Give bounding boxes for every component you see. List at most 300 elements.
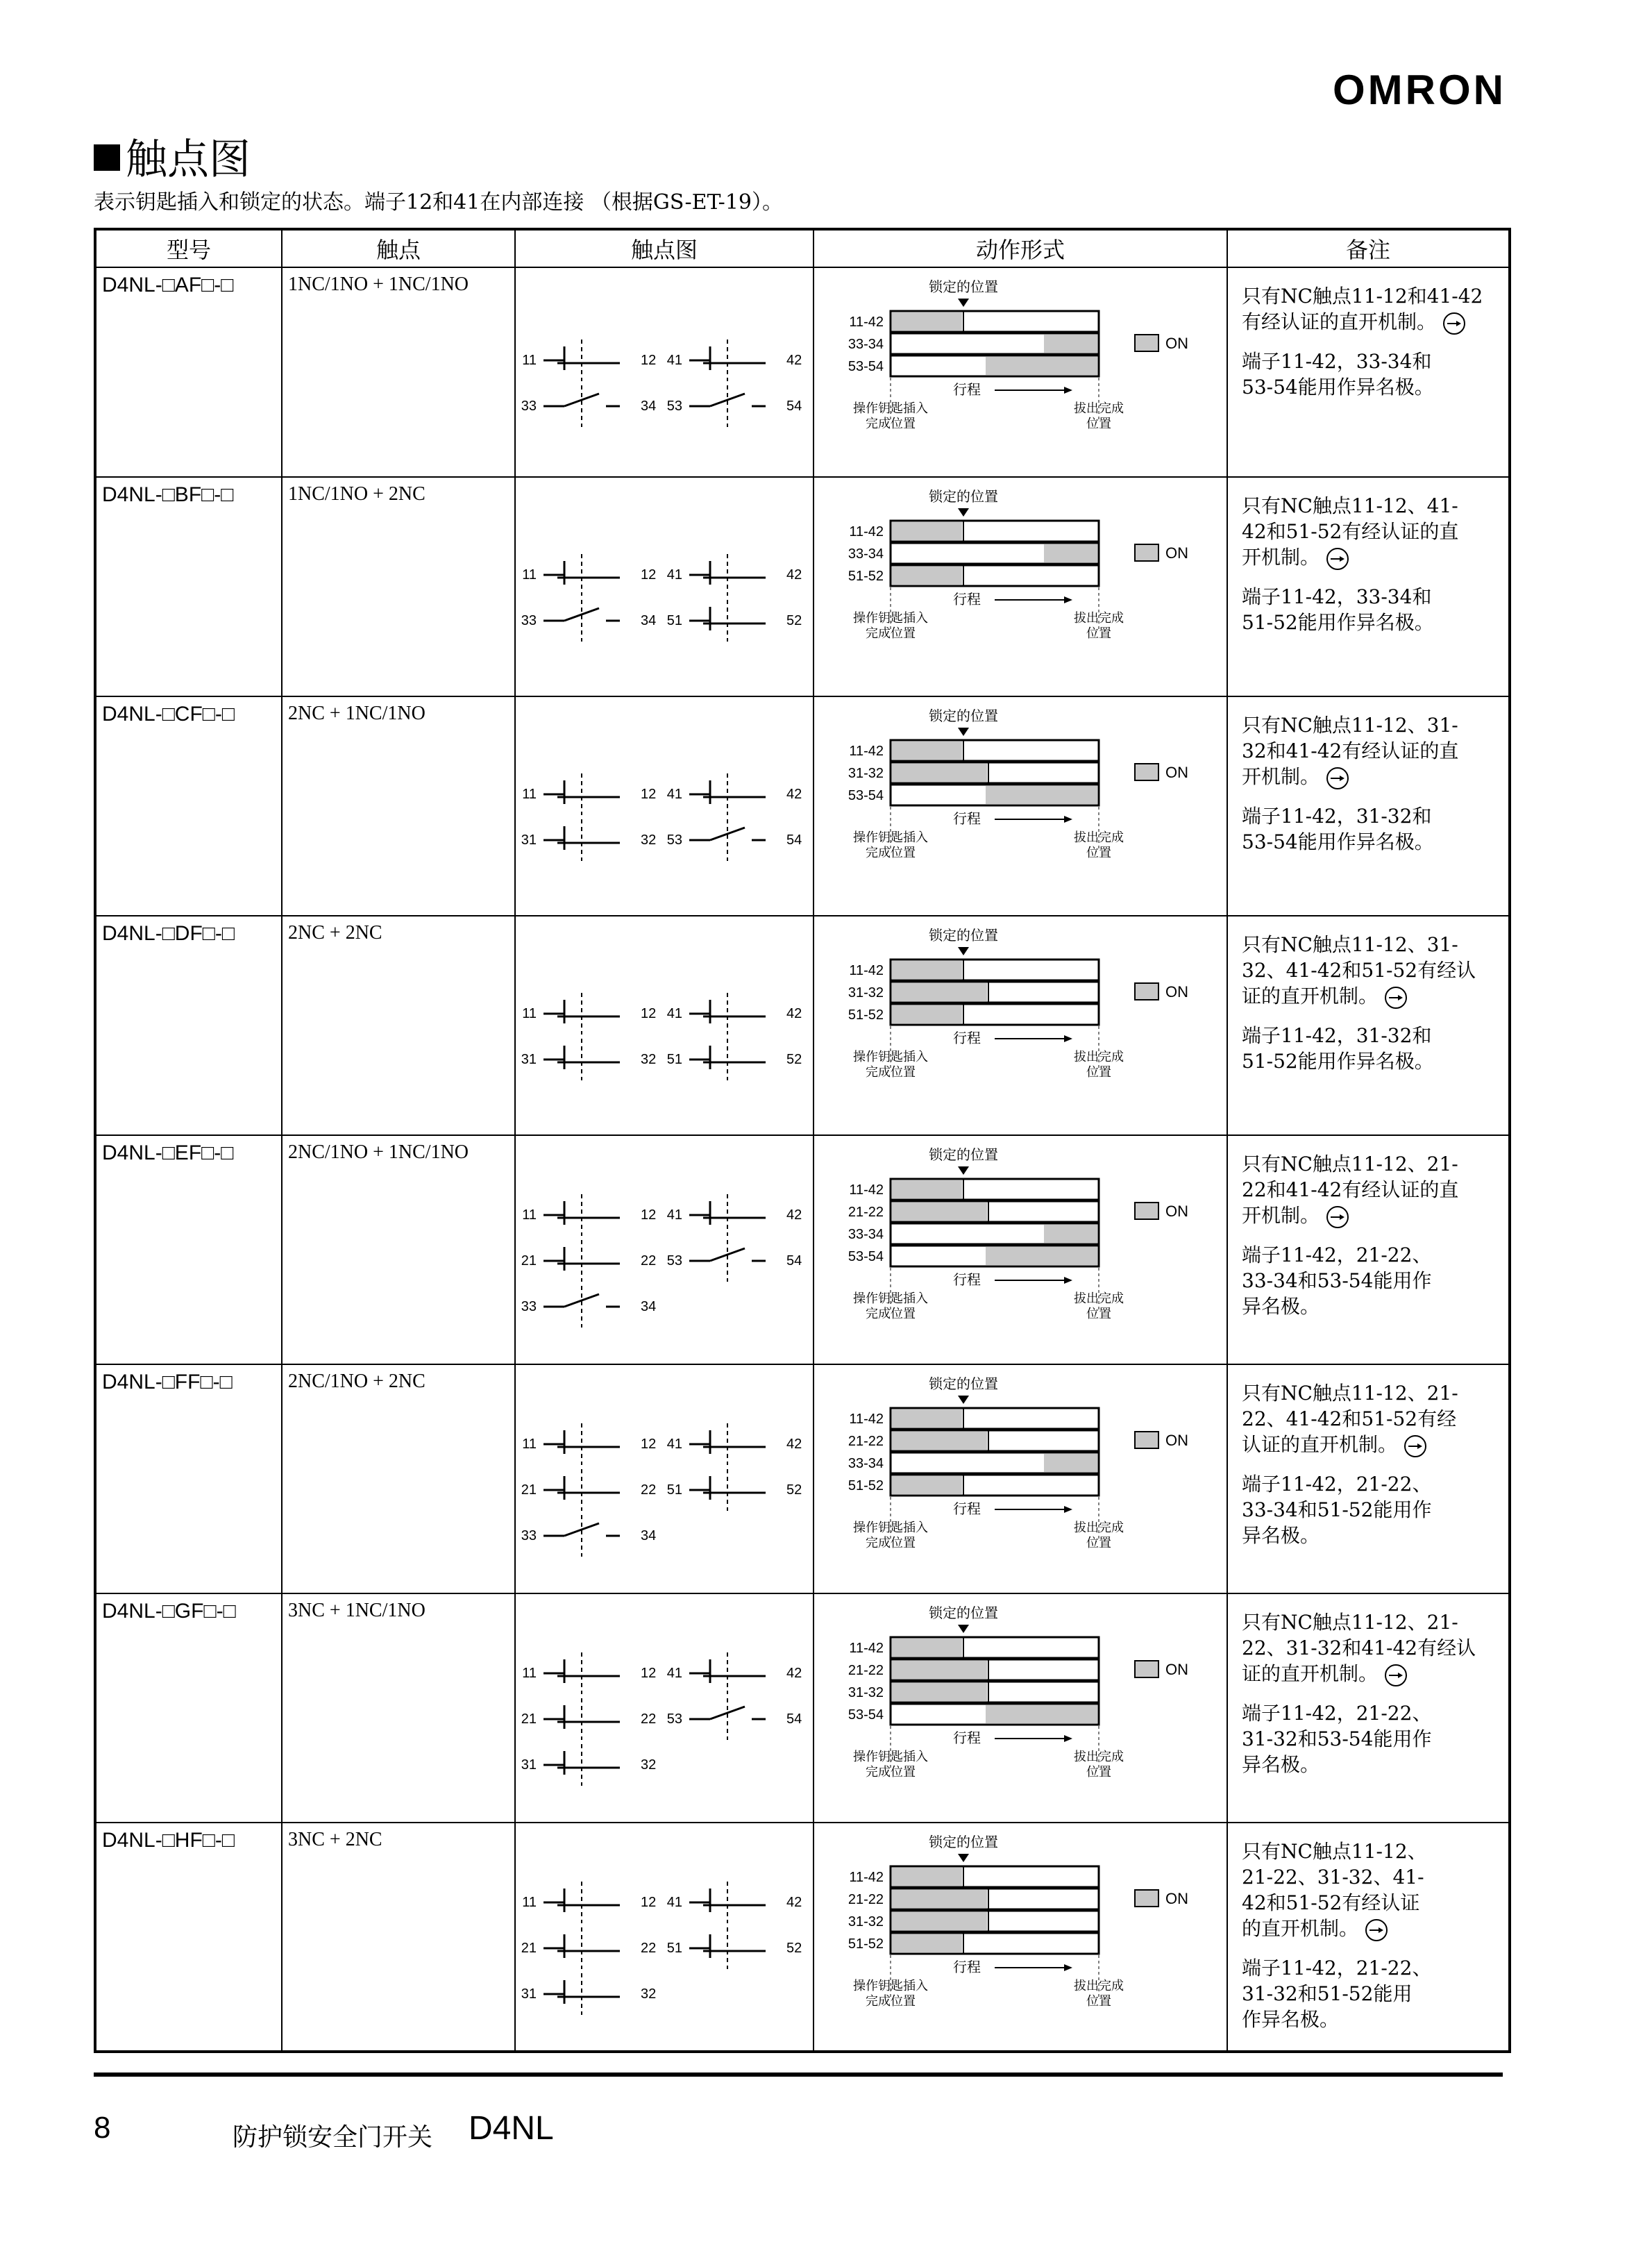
terminal-label: 11 [522,1666,537,1681]
table-row [95,916,1510,1135]
lock-position-label: 锁定的位置 [929,709,998,724]
page-number: 8 [94,2111,111,2145]
action-on-region [892,567,962,585]
terminal-label: 41 [666,567,682,583]
stroke-arrowhead-icon [1064,1964,1072,1971]
action-chart [814,916,1225,1133]
terminal-label: 21 [521,1253,537,1268]
action-row-label: 11-42 [849,744,884,759]
terminal-label: 22 [641,1711,657,1727]
terminal-label: 41 [666,1006,682,1021]
action-on-region [986,1247,1097,1265]
action-on-region [892,1180,962,1198]
note-certified-text: 只有NC触点11-12和41-42 有经认证的直开机制。 [1242,285,1483,333]
action-on-region [986,1705,1097,1723]
legend-on-label: ON [1165,335,1188,352]
legend-on-label: ON [1165,1661,1188,1678]
terminal-label: 11 [522,1895,537,1910]
contact-diagram [516,1594,811,1820]
pull-done-label: 拔出完成 [1074,401,1124,415]
contact-config: 1NC/1NO + 1NC/1NO [288,274,469,295]
terminal-label: 54 [786,1253,802,1268]
legend-on-swatch [1135,1203,1158,1219]
stroke-arrowhead-icon [1064,387,1072,394]
terminal-label: 12 [641,1006,657,1021]
stroke-arrowhead-icon [1064,816,1072,823]
terminal-label: 31 [521,1757,537,1773]
terminal-label: 53 [666,832,682,848]
insert-done-label: 操作钥匙插入 [853,1291,928,1305]
action-row-label: 11-42 [849,963,884,978]
terminal-label: 31 [521,1986,537,2002]
terminal-label: 42 [786,1207,802,1223]
legend-on-swatch [1135,1432,1158,1448]
diagram-cell [515,1364,814,1593]
terminal-label: 22 [641,1941,657,1956]
insert-done-label: 完成位置 [866,1994,916,2008]
direct-opening-icon [1322,1205,1353,1230]
terminal-label: 34 [641,399,657,414]
model-name: D4NL-□FF□-□ [102,1371,233,1393]
stroke-arrowhead-icon [1064,1506,1072,1513]
pull-done-label: 位置 [1086,1765,1111,1779]
terminal-label: 34 [641,613,657,628]
direct-opening-icon [1381,985,1411,1010]
action-chart [814,268,1225,475]
terminal-label: 11 [522,1207,537,1223]
contacts-cell [282,696,515,916]
action-cell [814,1364,1227,1593]
terminal-label: 21 [521,1482,537,1498]
pull-done-label: 位置 [1086,417,1111,430]
pull-done-label: 拔出完成 [1074,1750,1124,1764]
action-cell [814,696,1227,916]
diagram-cell [515,477,814,696]
action-row-label: 33-34 [848,546,884,562]
terminal-label: 53 [666,399,682,414]
terminal-label: 54 [786,832,802,848]
pull-done-label: 位置 [1086,1065,1111,1079]
note-certified-text: 只有NC触点11-12、21- 22、31-32和41-42有经认 证的直开机制。 [1242,1611,1476,1685]
model-name: D4NL-□EF□-□ [102,1141,234,1164]
terminal-label: 42 [786,787,802,802]
model-cell [95,477,282,696]
terminal-label: 12 [641,1437,657,1452]
lock-position-label: 锁定的位置 [929,489,998,505]
table-row [95,267,1510,477]
action-row-label: 31-32 [848,985,884,1000]
contacts-cell [282,1135,515,1364]
lock-position-marker-icon [958,1396,969,1404]
table-row [95,1135,1510,1364]
lock-position-marker-icon [958,508,969,517]
diagram-cell [515,1593,814,1823]
action-on-region [892,1890,987,1908]
contact-diagram [516,916,811,1133]
insert-done-label: 操作钥匙插入 [853,401,928,415]
action-cell [814,1593,1227,1823]
lock-position-marker-icon [958,1625,969,1633]
action-on-region [892,1661,987,1679]
model-name: D4NL-□GF□-□ [102,1600,236,1623]
terminal-label: 51 [666,613,682,628]
legend-on-label: ON [1165,1203,1188,1220]
section-title-text: 触点图 [126,135,251,184]
terminal-label: 32 [641,1052,657,1067]
contact-diagram [516,478,811,694]
action-row-label: 11-42 [849,524,884,539]
legend-on-swatch [1135,1890,1158,1907]
lock-position-marker-icon [958,1166,969,1175]
action-cell [814,916,1227,1135]
notes-cell [1227,267,1510,477]
note-certified-text: 只有NC触点11-12、21- 22和41-42有经认证的直 开机制。 [1242,1153,1459,1227]
terminal-label: 42 [786,1006,802,1021]
action-row-label: 33-34 [848,1456,884,1471]
note-alternate-poles: 端子11-42，31-32和 53-54能用作异名极。 [1242,804,1434,853]
contact-config: 3NC + 1NC/1NO [288,1600,425,1621]
action-cell [814,1823,1227,2052]
note-certified-text: 只有NC触点11-12、31- 32、41-42和51-52有经认 证的直开机制。 [1242,933,1476,1007]
footer-rule [94,2073,1503,2077]
lock-position-label: 锁定的位置 [929,1606,998,1621]
terminal-label: 34 [641,1299,657,1314]
lock-position-marker-icon [958,1854,969,1862]
action-row-label: 21-22 [848,1892,884,1907]
terminal-label: 51 [666,1941,682,1956]
contact-diagram [516,1823,811,2050]
model-cell [95,1364,282,1593]
action-row-label: 21-22 [848,1205,884,1220]
action-on-region [892,764,987,782]
direct-opening-icon [1381,1663,1411,1688]
terminal-label: 52 [786,1482,802,1498]
note-alternate-poles: 端子11-42，21-22、 31-32和53-54能用作 异名极。 [1242,1701,1432,1776]
pull-done-label: 拔出完成 [1074,1050,1124,1064]
terminal-label: 12 [641,787,657,802]
table-row [95,477,1510,696]
action-chart [814,478,1225,694]
action-on-region [1044,544,1097,562]
action-on-region [892,1934,962,1952]
terminal-label: 41 [666,1895,682,1910]
note-certified [1242,1609,1499,1688]
diagram-cell [515,916,814,1135]
diagram-cell [515,696,814,916]
action-on-region [892,742,962,760]
action-row-label: 51-52 [848,569,884,584]
table-row [95,1823,1510,2052]
stroke-label: 行程 [953,1502,981,1517]
terminal-label: 33 [521,399,537,414]
direct-opening-icon [1322,546,1353,571]
note-alternate-poles: 端子11-42，33-34和 53-54能用作异名极。 [1242,349,1434,399]
terminal-label: 33 [521,1299,537,1314]
notes-cell [1227,1593,1510,1823]
stroke-arrowhead-icon [1064,596,1072,603]
note-certified-text: 只有NC触点11-12、21- 22、41-42和51-52有经 认证的直开机制。 [1242,1382,1458,1456]
action-chart [814,697,1225,914]
pull-done-label: 位置 [1086,1536,1111,1550]
diagram-cell [515,1135,814,1364]
contacts-cell [282,1823,515,2052]
terminal-label: 12 [641,1666,657,1681]
terminal-label: 33 [521,1528,537,1543]
terminal-label: 22 [641,1482,657,1498]
action-chart [814,1136,1225,1362]
notes-cell [1227,477,1510,696]
header-contacts: 触点 [282,229,515,267]
terminal-label: 42 [786,567,802,583]
action-row-label: 53-54 [848,788,884,803]
header-diagram: 触点图 [515,229,814,267]
action-on-region [1044,335,1097,353]
action-row-label: 51-52 [848,1936,884,1952]
action-row-label: 11-42 [849,1641,884,1656]
note-alternate-poles: 端子11-42，31-32和 51-52能用作异名极。 [1242,1023,1434,1073]
table-row [95,1593,1510,1823]
note-certified [1242,1380,1499,1459]
lock-position-marker-icon [958,728,969,736]
note-certified [1242,932,1499,1010]
action-row-label: 21-22 [848,1663,884,1678]
terminal-label: 41 [666,1437,682,1452]
terminal-label: 52 [786,1052,802,1067]
terminal-label: 41 [666,787,682,802]
pull-done-label: 拔出完成 [1074,1291,1124,1305]
pull-done-label: 拔出完成 [1074,611,1124,625]
insert-done-label: 完成位置 [866,626,916,640]
pull-done-label: 拔出完成 [1074,1521,1124,1534]
model-cell [95,1593,282,1823]
legend-on-label: ON [1165,1432,1188,1449]
stroke-label: 行程 [953,592,981,608]
contact-diagram [516,1365,811,1591]
note-certified [1242,1839,1499,1943]
action-cell [814,267,1227,477]
action-on-region [892,1203,987,1221]
note-alternate-poles: 端子11-42，21-22、 31-32和51-52能用 作异名极。 [1242,1956,1432,2031]
pull-done-label: 拔出完成 [1074,1979,1124,1993]
model-name: D4NL-□BF□-□ [102,483,234,506]
note-certified [1242,1151,1499,1230]
pull-done-label: 位置 [1086,846,1111,860]
pull-done-label: 位置 [1086,1994,1111,2008]
section-title [94,132,251,187]
model-cell [95,267,282,477]
action-on-region [1044,1454,1097,1472]
contact-config: 2NC + 1NC/1NO [288,703,425,724]
action-row-label: 51-52 [848,1007,884,1023]
terminal-label: 54 [786,1711,802,1727]
contact-diagram [516,1136,811,1362]
contacts-cell [282,477,515,696]
note-certified-text: 只有NC触点11-12、31- 32和41-42有经认证的直 开机制。 [1242,714,1459,788]
stroke-label: 行程 [953,1273,981,1288]
terminal-label: 41 [666,1207,682,1223]
model-cell [95,696,282,916]
action-row-label: 53-54 [848,1249,884,1264]
stroke-arrowhead-icon [1064,1277,1072,1284]
terminal-label: 42 [786,1437,802,1452]
table-row [95,1364,1510,1593]
lock-position-label: 锁定的位置 [929,280,998,295]
lock-position-label: 锁定的位置 [929,928,998,944]
diagram-cell [515,1823,814,2052]
insert-done-label: 操作钥匙插入 [853,1979,928,1993]
action-cell [814,477,1227,696]
action-row-label: 11-42 [849,1182,884,1198]
contacts-cell [282,1593,515,1823]
terminal-label: 53 [666,1711,682,1727]
contact-config: 3NC + 2NC [288,1829,382,1850]
action-row-label: 53-54 [848,359,884,374]
action-row-label: 11-42 [849,1870,884,1885]
model-name: D4NL-□CF□-□ [102,703,235,726]
lock-position-marker-icon [958,947,969,955]
model-name: D4NL-□HF□-□ [102,1829,235,1852]
action-on-region [892,961,962,979]
action-on-region [892,1683,987,1701]
legend-on-label: ON [1165,983,1188,1000]
lock-position-label: 锁定的位置 [929,1377,998,1392]
pull-done-label: 拔出完成 [1074,830,1124,844]
legend-on-label: ON [1165,764,1188,781]
notes-cell [1227,916,1510,1135]
direct-opening-icon [1322,766,1353,791]
action-on-region [892,312,962,330]
terminal-label: 31 [521,832,537,848]
terminal-label: 11 [522,787,537,802]
action-row-label: 31-32 [848,1914,884,1929]
terminal-label: 51 [666,1052,682,1067]
action-row-label: 33-34 [848,337,884,352]
action-row-label: 31-32 [848,766,884,781]
action-on-region [892,1868,962,1886]
legend-on-label: ON [1165,1890,1188,1907]
action-row-label: 53-54 [848,1707,884,1723]
note-certified [1242,712,1499,791]
footer-model: D4NL [469,2110,554,2147]
stroke-label: 行程 [953,1031,981,1046]
terminal-label: 34 [641,1528,657,1543]
insert-done-label: 操作钥匙插入 [853,611,928,625]
contact-config: 2NC + 2NC [288,922,382,944]
note-certified [1242,493,1499,571]
notes-cell [1227,1823,1510,2052]
contacts-cell [282,267,515,477]
action-on-region [1044,1225,1097,1243]
terminal-label: 41 [666,353,682,368]
intro-text: 表示钥匙插入和锁定的状态。端子12和41在内部连接 （根据GS-ET-19）。 [94,190,783,215]
action-row-label: 51-52 [848,1478,884,1493]
note-certified-text: 只有NC触点11-12、41- 42和51-52有经认证的直 开机制。 [1242,494,1459,569]
table-row [95,696,1510,916]
terminal-label: 41 [666,1666,682,1681]
insert-done-label: 完成位置 [866,1765,916,1779]
diagram-cell [515,267,814,477]
lock-position-marker-icon [958,299,969,307]
terminal-label: 54 [786,399,802,414]
insert-done-label: 操作钥匙插入 [853,1521,928,1534]
model-cell [95,1135,282,1364]
stroke-arrowhead-icon [1064,1035,1072,1042]
insert-done-label: 完成位置 [866,1536,916,1550]
terminal-label: 33 [521,613,537,628]
note-alternate-poles: 端子11-42，21-22、 33-34和51-52能用作 异名极。 [1242,1472,1432,1547]
header-notes: 备注 [1227,229,1510,267]
contacts-cell [282,916,515,1135]
direct-opening-icon [1439,311,1469,336]
insert-done-label: 操作钥匙插入 [853,830,928,844]
terminal-label: 21 [521,1711,537,1727]
legend-on-swatch [1135,764,1158,780]
action-on-region [986,786,1097,804]
action-on-region [892,1432,987,1450]
terminal-label: 11 [522,567,537,583]
insert-done-label: 完成位置 [866,846,916,860]
stroke-label: 行程 [953,1731,981,1746]
insert-done-label: 操作钥匙插入 [853,1050,928,1064]
terminal-label: 11 [522,1006,537,1021]
note-certified [1242,283,1499,336]
terminal-label: 42 [786,353,802,368]
terminal-label: 32 [641,1986,657,2002]
terminal-label: 21 [521,1941,537,1956]
terminal-label: 51 [666,1482,682,1498]
model-name: D4NL-□AF□-□ [102,274,234,296]
action-on-region [892,522,962,540]
terminal-label: 52 [786,1941,802,1956]
action-row-label: 31-32 [848,1685,884,1700]
stroke-label: 行程 [953,812,981,827]
terminal-label: 12 [641,1895,657,1910]
action-on-region [892,1476,962,1494]
footer-title: 防护锁安全门开关 [233,2123,433,2152]
action-on-region [892,1639,962,1657]
action-on-region [892,1409,962,1427]
contact-config: 2NC/1NO + 1NC/1NO [288,1141,469,1163]
direct-opening-icon [1361,1918,1392,1943]
notes-cell [1227,1364,1510,1593]
action-chart [814,1823,1225,2050]
terminal-label: 11 [522,353,537,368]
direct-opening-icon [1400,1434,1431,1459]
action-on-region [892,1005,962,1023]
insert-done-label: 操作钥匙插入 [853,1750,928,1764]
terminal-label: 42 [786,1666,802,1681]
contact-config: 1NC/1NO + 2NC [288,483,425,505]
header-action: 动作形式 [814,229,1227,267]
legend-on-swatch [1135,544,1158,561]
header-model: 型号 [95,229,282,267]
note-alternate-poles: 端子11-42，33-34和 51-52能用作异名极。 [1242,585,1434,634]
action-row-label: 11-42 [849,1412,884,1427]
action-row-label: 11-42 [849,315,884,330]
terminal-label: 31 [521,1052,537,1067]
terminal-label: 11 [522,1437,537,1452]
terminal-label: 42 [786,1895,802,1910]
terminal-label: 12 [641,1207,657,1223]
notes-cell [1227,1135,1510,1364]
model-cell [95,1823,282,2052]
terminal-label: 32 [641,1757,657,1773]
action-chart [814,1594,1225,1820]
contact-diagram [516,697,811,914]
legend-on-swatch [1135,335,1158,351]
note-alternate-poles: 端子11-42，21-22、 33-34和53-54能用作 异名极。 [1242,1243,1432,1318]
contact-config: 2NC/1NO + 2NC [288,1371,425,1392]
